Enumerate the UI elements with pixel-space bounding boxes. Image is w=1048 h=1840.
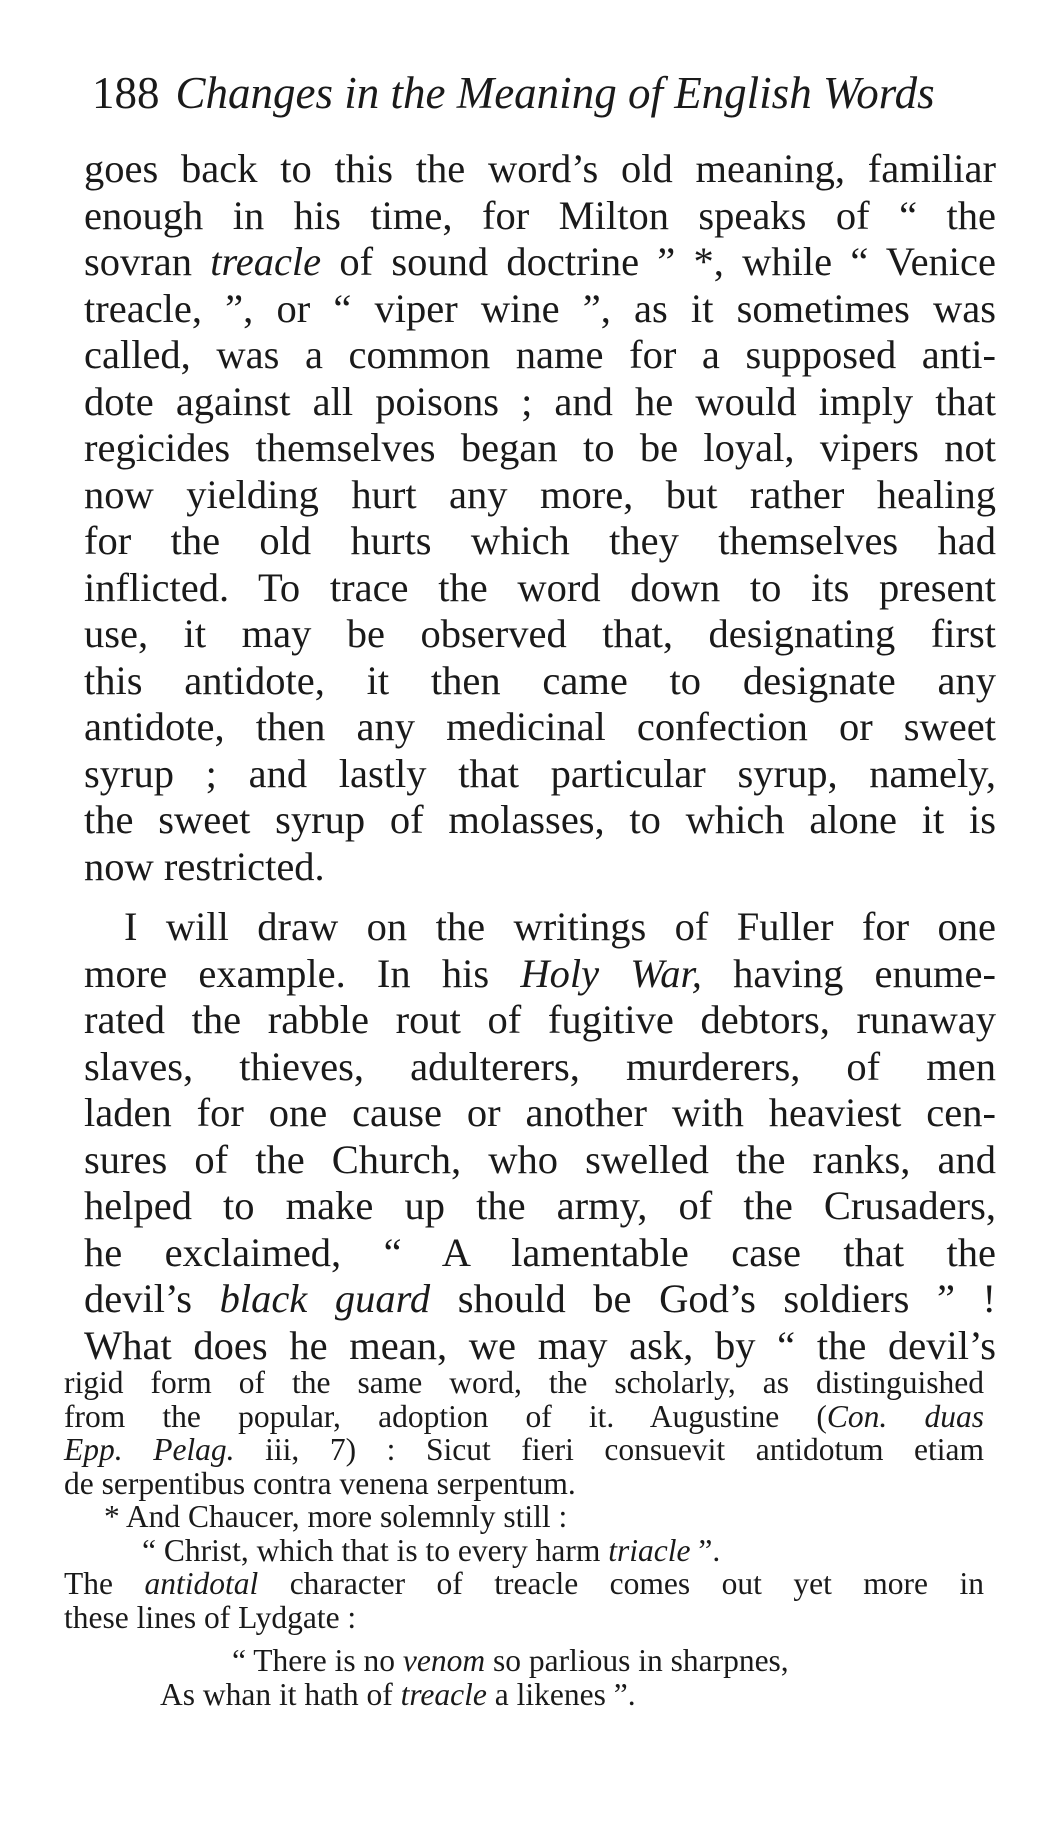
italic-text: black guard bbox=[219, 1276, 431, 1321]
text-line: dote against all poisons ; and he would imply that bbox=[84, 378, 996, 424]
paragraph-gap bbox=[84, 890, 996, 904]
footnote-quote: “ Christ, which that is to every harm triacle ”. bbox=[142, 1532, 721, 1568]
text-line: slaves, thieves, adulterers, murderers, of men bbox=[84, 1043, 996, 1089]
text-line: laden for one cause or another with heaviest cen- bbox=[84, 1090, 996, 1135]
running-title: Changes in the Meaning of English Words bbox=[175, 68, 935, 118]
text-line: this antidote, it then came to designate any bbox=[84, 657, 996, 703]
text-line: he exclaimed, “ A lamentable case that the bbox=[84, 1229, 996, 1275]
footnote-line: de serpentibus contra venena serpentum. bbox=[64, 1465, 576, 1501]
footnote-verse: As whan it hath of treacle a likenes ”. bbox=[160, 1676, 636, 1712]
footnotes bbox=[64, 1366, 984, 1711]
italic-text: treacle bbox=[210, 239, 322, 284]
text-line: called, was a common name for a supposed anti- bbox=[84, 332, 996, 377]
text-line: antidote, then any medicinal confection or sweet bbox=[84, 704, 996, 749]
text-line: now yielding hurt any more, but rather healing bbox=[84, 471, 996, 517]
text-line: goes back to this the word’s old meaning, familiar bbox=[84, 146, 996, 191]
text-line: syrup ; and lastly that particular syrup, namely, bbox=[84, 750, 996, 796]
text-line: more example. In his Holy War, having enume- bbox=[84, 950, 996, 996]
text-line: What does he mean, we may ask, by “ the devil’s bbox=[84, 1322, 996, 1368]
italic-text: triacle bbox=[608, 1532, 691, 1568]
text-line: use, it may be observed that, designating first bbox=[84, 611, 996, 656]
footnote-verse: “ There is no venom so parlious in sharpnes, bbox=[232, 1643, 789, 1678]
text-line: rated the rabble rout of fugitive debtors, runaway bbox=[84, 997, 996, 1042]
text-line: helped to make up the army, of the Crusaders, bbox=[84, 1183, 996, 1228]
text-line: enough in his time, for Milton speaks of “ the bbox=[84, 192, 996, 238]
text-line: regicides themselves began to be loyal, vipers not bbox=[84, 425, 996, 470]
page-number: 188 bbox=[92, 68, 160, 118]
text-line: sures of the Church, who swelled the ranks, and bbox=[84, 1136, 996, 1182]
text-line: for the old hurts which they themselves had bbox=[84, 518, 996, 563]
italic-text: antidotal bbox=[144, 1566, 259, 1601]
footnote-line: Epp. Pelag. iii, 7) : Sicut fieri consuevit antidotum etiam bbox=[64, 1432, 984, 1467]
footnote-line: these lines of Lydgate : bbox=[64, 1599, 357, 1635]
italic-text: Holy War, bbox=[520, 950, 702, 996]
italic-text: treacle bbox=[400, 1676, 487, 1712]
text-line: the sweet syrup of molasses, to which alone it is bbox=[84, 797, 996, 842]
main-text bbox=[84, 146, 996, 1369]
italic-text: Con. duas bbox=[826, 1398, 984, 1434]
footnote-line: from the popular, adoption of it. Augustine (Con. duas bbox=[64, 1398, 984, 1434]
footnote-line: rigid form of the same word, the scholarly, as distinguished bbox=[64, 1365, 984, 1400]
text-line: inflicted. To trace the word down to its present bbox=[84, 564, 996, 610]
footnote-line: The antidotal character of treacle comes out yet more in bbox=[64, 1566, 984, 1601]
footnote-line: * And Chaucer, more solemnly still : bbox=[104, 1499, 568, 1534]
paragraph-1 bbox=[84, 146, 996, 890]
text-line: sovran treacle of sound doctrine ” *, while “ Venice bbox=[84, 239, 996, 284]
paragraph-2 bbox=[84, 904, 996, 1369]
text-line: treacle, ”, or “ viper wine ”, as it sometimes was bbox=[84, 285, 996, 331]
running-header bbox=[92, 58, 1012, 128]
italic-text: Epp. Pelag. bbox=[64, 1432, 235, 1467]
text-line: devil’s black guard should be God’s soldiers ” ! bbox=[84, 1276, 997, 1321]
text-line: I will draw on the writings of Fuller for one bbox=[124, 904, 996, 949]
text-line: now restricted. bbox=[84, 843, 325, 889]
italic-text: venom bbox=[402, 1643, 486, 1678]
